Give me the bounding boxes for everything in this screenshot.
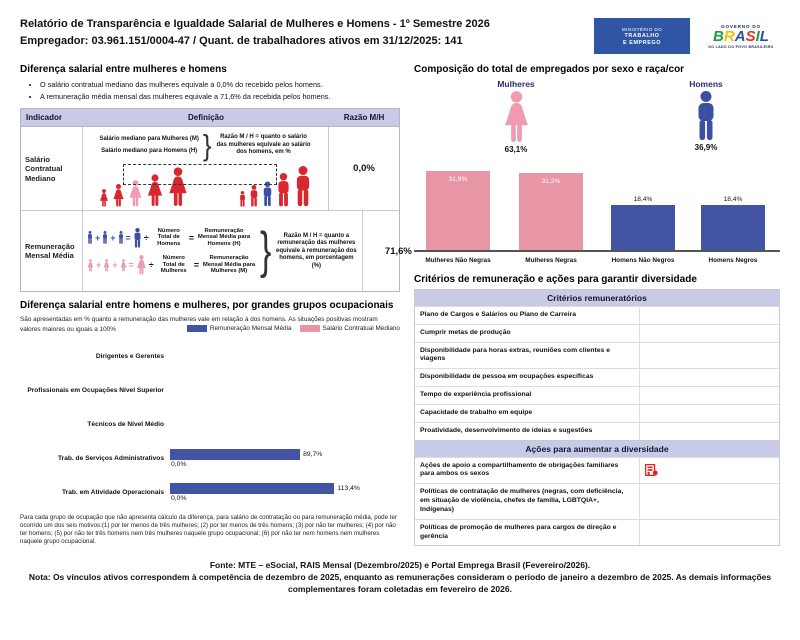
- criteria-check-cell: [639, 325, 779, 342]
- criteria-check-cell: [639, 520, 779, 546]
- occ-category-label: Profissionais em Ocupações Nível Superior: [27, 387, 164, 395]
- x-axis-line: [414, 250, 780, 252]
- occ-bar-blue: [170, 483, 334, 494]
- occupational-bar-chart: [20, 340, 400, 510]
- median-people-pictogram: [87, 161, 324, 207]
- bullet-item: • A remuneração média mensal das mulheres equivale a 71,6% da recebida pelos homens.: [40, 91, 400, 103]
- brace-glyph: }: [260, 222, 272, 280]
- bar-category-label: Mulheres Não Negras: [425, 257, 491, 264]
- occ-zero-value: 0,0%: [171, 461, 187, 469]
- occ-zero-value: 0,0%: [171, 495, 187, 503]
- bar-Homens Negros: [701, 205, 765, 250]
- occ-bar-value: 113,4%: [337, 485, 360, 493]
- criteria-row: Capacidade de trabalho em equipe: [415, 404, 779, 422]
- col-header-razao: Razão M/H: [343, 113, 385, 123]
- criteria-check-cell: [639, 387, 779, 404]
- sex-group-mulheres: [454, 79, 578, 154]
- ministry-logo: MINISTÉRIO DO TRABALHO E EMPREGO: [594, 18, 690, 54]
- criteria-check-cell: [639, 405, 779, 422]
- legend-item-remuneracao: Remuneração Mensal Média: [187, 325, 292, 332]
- median-dashed-connector: [123, 164, 277, 185]
- criteria-check-cell: [639, 369, 779, 386]
- indicator-name: Salário Contratual Mediano: [25, 154, 63, 183]
- criteria-row: Disponibilidade de pessoa em ocupações específicas: [415, 368, 779, 386]
- def-line-mulheres: Salário mediano para Mulheres (M): [99, 136, 199, 143]
- occ-bars: [170, 483, 400, 502]
- page-title: Relatório de Transparência e Igualdade Salarial de Mulheres e Homens - 1º Semestre 2026: [20, 18, 490, 30]
- pay-gap-title: Diferença salarial entre mulheres e homens: [20, 64, 227, 75]
- col-header-definicao: Definição: [187, 113, 224, 123]
- definition-cell: [83, 127, 329, 210]
- header-titles: [20, 16, 490, 50]
- ratio-value-mediano: 0,0%: [353, 163, 375, 175]
- bar-Homens Não Negros: [611, 205, 675, 250]
- homens-percent: 36,9%: [694, 143, 718, 152]
- chart-legend: [183, 325, 400, 332]
- fonte-line: Fonte: MTE – eSocial, RAIS Mensal (Dezembro/2025) e Portal Emprega Brasil (Fevereiro/2026).: [209, 560, 591, 571]
- sex-group-homens: [644, 79, 768, 154]
- bar-value-label: 18,4%: [723, 195, 743, 203]
- occ-row-1: [20, 340, 400, 374]
- criteria-section-header: Critérios remuneratórios: [415, 290, 779, 306]
- brace-glyph: }: [202, 128, 212, 163]
- ratio-explanation: Razão M / H = quanto o salário das mulheres equivale ao salário dos homens, em %: [216, 134, 311, 156]
- sex-totals: [414, 79, 780, 154]
- occupational-title: Diferença salarial entre homens e mulheres, por grandes grupos ocupacionais: [20, 300, 394, 312]
- criteria-title: Critérios de remuneração e ações para garantir diversidade: [414, 274, 697, 285]
- woman-icon: [502, 91, 531, 143]
- occ-bar-blue: [170, 449, 300, 460]
- left-column: [20, 64, 412, 546]
- criteria-table: [414, 289, 780, 546]
- criteria-row: Políticas de promoção de mulheres para cargos de direção e gerência: [415, 519, 779, 546]
- right-column: [414, 64, 780, 546]
- legend-swatch-pink: [300, 325, 320, 332]
- occ-category-label: Técnicos de Nível Médio: [87, 421, 164, 429]
- criteria-row: Ações de apoio a compartilhamento de obrigações familiares para ambos os sexos: [415, 457, 779, 484]
- occupational-footnote: Para cada grupo de ocupação que não apresenta cálculo da diferença, para salário de contratação ou para remuneração média, pode ter ocorrido um dos seis motivos:(1) por ter menos de três mulheres; (2) por ter menos de três homens; (3) por não ter mulheres; (4) por não ter homens; (5) por não ter três homens nem três mulheres naquele grupo ocupacional; (6) por não ter nem homens nem mulheres naquele grupo ocupacional.: [20, 513, 398, 546]
- indicator-name: Remuneração Mensal Média: [25, 241, 75, 261]
- def-line-homens: Salário mediano para Homens (H): [101, 148, 198, 155]
- legend-item-salario: Salário Contratual Mediano: [300, 325, 400, 332]
- criteria-row: Disponibilidade para horas extras, reuniões com clientes e viagens: [415, 342, 779, 369]
- nota-line: Nota: Os vínculos ativos correspondem à competência de dezembro de 2025, enquanto as remunerações consideram o período de janeiro a dezembro de 2025. As demais informações complementares foram coletadas em fevereiro de 2026.: [28, 572, 772, 595]
- bar-value-label: 18,4%: [633, 195, 653, 203]
- criteria-check-cell: [639, 484, 779, 518]
- occ-category-label: Trab. de Serviços Administrativos: [57, 455, 164, 463]
- occ-bar-value: 89,7%: [303, 451, 323, 459]
- family-support-icon: [645, 464, 658, 476]
- bar-category-label: Homens Não Negros: [611, 257, 675, 264]
- mulheres-label: Mulheres: [497, 79, 535, 89]
- bar-category-label: Mulheres Negras: [525, 257, 577, 264]
- occ-row-4: [20, 442, 400, 476]
- criteria-row: Políticas de contratação de mulheres (negras, com deficiência, em situação de violência, chefes de família, LGBTQIA+, Indígenas): [415, 483, 779, 518]
- criteria-check-cell: [639, 458, 779, 484]
- bar-value-label: 31,2%: [541, 177, 561, 185]
- composition-title: Composição do total de empregados por sexo e raça/cor: [414, 64, 685, 75]
- criteria-row: Tempo de experiência profissional: [415, 386, 779, 404]
- occ-bars: [170, 449, 400, 468]
- employer-subtitle: Empregador: 03.961.151/0004-47 / Quant. de trabalhadores ativos em 31/12/2025: 141: [20, 35, 463, 48]
- bar-value-label: 31,9%: [448, 176, 468, 184]
- occ-category-label: Dirigentes e Gerentes: [95, 353, 164, 361]
- brasil-wordmark: BRASIL: [713, 27, 769, 45]
- diversity-section-header: Ações para aumentar a diversidade: [415, 440, 779, 457]
- criteria-check-cell: [639, 343, 779, 369]
- bar-category-label: Homens Negros: [708, 257, 758, 264]
- header: [20, 16, 780, 54]
- table-row-remuneracao-media: [21, 211, 412, 291]
- ratio-value-media: 71,6%: [384, 245, 412, 257]
- main-content: [20, 64, 780, 546]
- occupational-subtitle: São apresentadas em % quanto a remuneração das mulheres vale em relação à dos homens. As situações positivas mostram valores maiores ou iguais a 100%: [20, 316, 378, 333]
- col-header-indicador: Indicador: [26, 113, 63, 123]
- formula-homens: + + = ÷ Número Total de Homens = Remuneração Mensal Média para Homens (H): [87, 228, 257, 248]
- logos: [594, 18, 780, 54]
- criteria-row: Proatividade, desenvolvimento de ideias e sugestões: [415, 422, 779, 440]
- indicator-table: [20, 108, 412, 292]
- mulheres-percent: 63,1%: [504, 145, 528, 154]
- occ-row-2: [20, 374, 400, 408]
- occ-row-5: [20, 476, 400, 510]
- legend-swatch-blue: [187, 325, 207, 332]
- ratio-explanation: Razão M / H = quanto a remuneração das mulheres equivale à remuneração dos homens, em porcentagem (%): [276, 232, 357, 269]
- definition-cell: [83, 211, 363, 291]
- bullet-item: • O salário contratual mediano das mulheres equivale a 0,0% do recebido pelos homens.: [40, 79, 400, 91]
- governo-brasil-logo: GOVERNO DO BRASIL DO LADO DO POVO BRASILEIRO: [708, 23, 774, 49]
- homens-label: Homens: [689, 79, 723, 89]
- composition-bar-chart: [414, 158, 780, 264]
- occ-category-label: Trab. em Atividade Operacionais: [62, 489, 164, 497]
- pay-gap-bullets: [34, 79, 400, 102]
- criteria-row: Plano de Cargos e Salários ou Plano de Carreira: [415, 306, 779, 324]
- criteria-row: Cumprir metas de produção: [415, 324, 779, 342]
- criteria-check-cell: [639, 423, 779, 440]
- criteria-check-cell: [639, 307, 779, 324]
- footer: [20, 560, 780, 596]
- table-row-salario-mediano: [21, 127, 399, 211]
- indicator-table-header: [21, 109, 399, 127]
- man-icon: [695, 91, 717, 141]
- formula-mulheres: + + = ÷ Número Total de Mulheres = Remuneração Mensal Média para Mulheres (M): [87, 255, 257, 275]
- occ-row-3: [20, 408, 400, 442]
